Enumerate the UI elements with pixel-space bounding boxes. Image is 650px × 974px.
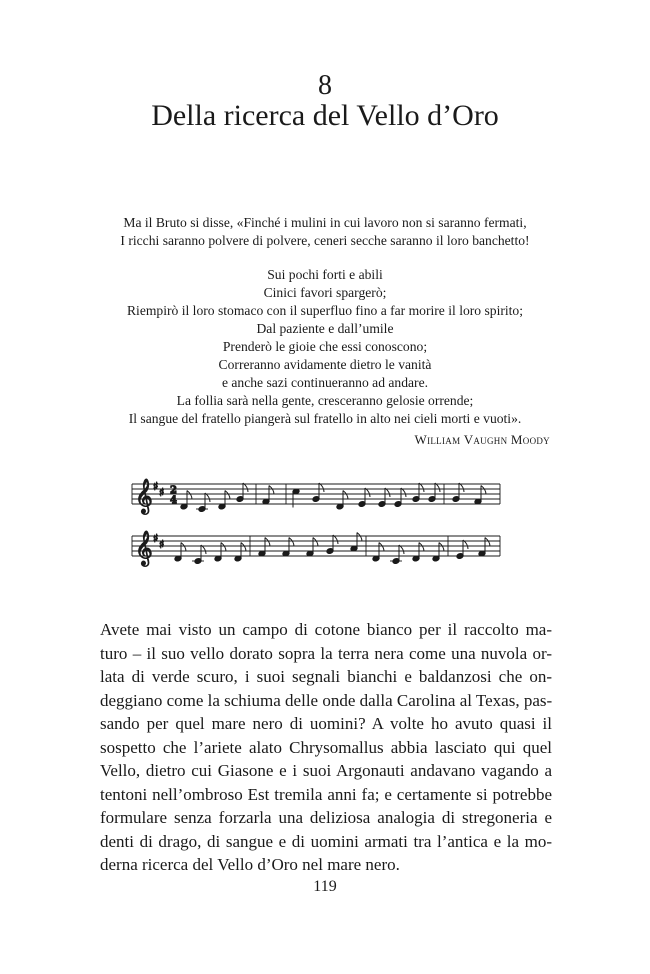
body-line: tentoni nell’ombroso Est tremila anni fa; e certamente si potrebbe [100,784,552,804]
svg-text:♯: ♯ [153,480,159,493]
svg-text:2: 2 [170,485,177,496]
epigraph-line: Prenderò le gioie che essi conoscono; [222,339,428,354]
epigraph [90,214,560,428]
body-line: denti di drago, di sangue e di uomini armati tra l’antica e la mo- [100,831,552,851]
body-line: formulare senza forzarla una deliziosa analogia di stregoneria e [100,808,552,827]
body-line: lata di verde scuro, i suoi segnali bianchi e baldanzosi che on- [100,667,552,686]
page-number: 119 [313,878,337,895]
epigraph-line: Riempirò il loro stomaco con il superfluo fino a far morire il loro spirito; [126,303,524,318]
svg-text:♯: ♯ [159,486,165,499]
epigraph-line: Correranno avidamente dietro le vanità [218,357,432,372]
epigraph-attribution: William Vaughn Moody [414,432,550,447]
musical-staff-icon [126,474,506,582]
svg-text:♯: ♯ [159,538,165,551]
epigraph-line: e anche sazi continueranno ad andare. [221,375,429,390]
svg-text:♯: ♯ [153,532,159,545]
epigraph-line: Ma il Bruto si disse, «Finché i mulini in cui lavoro non si saranno fermati, [123,215,527,230]
svg-text:𝄞: 𝄞 [135,479,153,514]
body-line: sando per quel mare nero di uomini? A volte ho avuto quasi il [100,714,552,733]
epigraph-line: Cinici favori spargerò; [263,285,387,300]
body-line: deggiano come la schiuma delle onde dalla Carolina al Texas, pas- [100,690,553,710]
epigraph-line: Sui pochi forti e abili [267,267,383,282]
svg-text:4: 4 [170,495,177,506]
chapter-title: Della ricerca del Vello d’Oro [151,99,499,132]
epigraph-line: I ricchi saranno polvere di polvere, ceneri secche saranno il loro banchetto! [120,233,530,248]
epigraph-line: Il sangue del fratello piangerà sul fratello in alto nei cieli morti e vuoti». [128,411,522,426]
body-line: Vello, dietro cui Giasone e i suoi Argonauti andavano vagando a [100,761,552,780]
body-line: derna ricerca del Vello d’Oro nel mare nero. [100,855,400,874]
stanza-break [90,250,560,266]
body-line: sospetto che l’ariete alato Chrysomallus abbia lasciato qui quel [100,737,552,757]
body-paragraph [100,618,552,877]
epigraph-line: Dal paziente e dall’umile [256,321,394,336]
svg-text:𝄞: 𝄞 [135,531,153,566]
epigraph-line: La follia sarà nella gente, cresceranno gelosie orrende; [176,393,474,408]
body-line: Avete mai visto un campo di cotone bianco per il raccolto ma- [100,620,552,639]
body-line: turo – il suo vello dorato sopra la terra nera come una nuvola or- [100,643,552,663]
chapter-number: 8 [318,70,332,101]
